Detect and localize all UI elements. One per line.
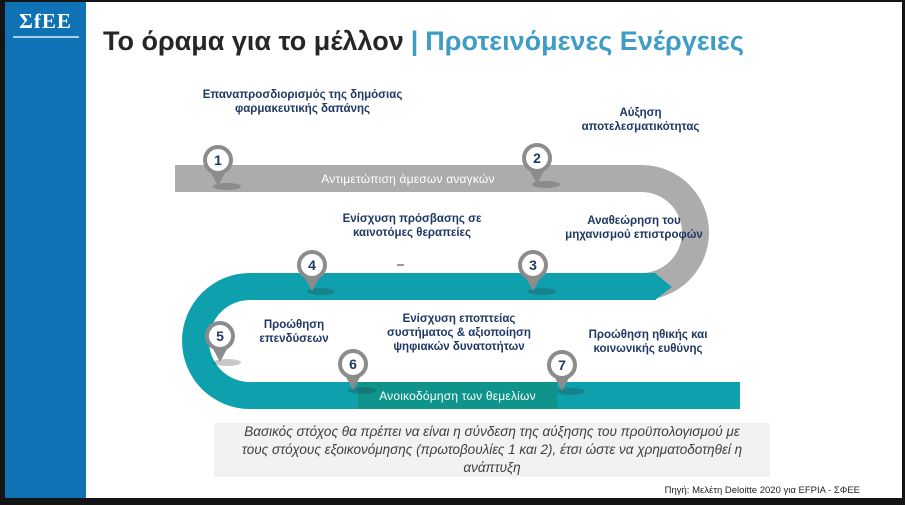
title-separator: | (410, 26, 419, 56)
frame-border-top (0, 0, 905, 2)
road-gray-band-label: Αντιμετώπιση άμεσων αναγκών (321, 171, 495, 186)
pin-tail-icon (530, 171, 544, 184)
pin-circle (518, 250, 548, 280)
pin-tail-icon (211, 173, 225, 186)
road-teal-band-label: Ανοικοδόμηση των θεμελίων (379, 388, 536, 403)
logo-text: ΣfΕΕ (19, 9, 72, 33)
pin-number: 4 (308, 257, 316, 273)
step-label-1: Επαναπροσδιορισμός της δημόσιας φαρμακευτικής δαπάνης (202, 89, 403, 116)
pin-number: 5 (216, 328, 224, 344)
pin-circle (297, 250, 327, 280)
sidebar (5, 2, 86, 498)
map-pin-7 (547, 350, 577, 391)
pin-tail-icon (555, 378, 569, 391)
map-pin-3 (518, 250, 548, 291)
pin-number: 3 (529, 257, 537, 273)
pin-tail-icon (305, 278, 319, 291)
map-pin-6 (338, 349, 368, 390)
pin-number: 7 (558, 357, 566, 373)
map-pin-2 (522, 143, 552, 184)
frame-border-bottom (0, 498, 905, 505)
pin-number: 6 (349, 356, 357, 372)
road-teal-arrow-tip (655, 273, 672, 300)
sfee-logo (5, 9, 86, 34)
source-citation: Πηγή: Μελέτη Deloitte 2020 για EFPIA - ΣΦΕΕ (664, 485, 860, 496)
step-label-7: Προώθηση ηθικής και κοινωνικής ευθύνης (588, 329, 708, 356)
title-main: Το όραμα για το μέλλον (103, 26, 404, 56)
map-pin-4 (297, 250, 327, 291)
pin-circle (203, 145, 233, 175)
road-bottom-band-highlight (358, 382, 557, 409)
step-label-6: Ενίσχυση εποπτείας συστήματος & αξιοποίηση ψηφιακών δυνατοτήτων (387, 313, 531, 354)
map-pin-1 (203, 145, 233, 186)
pin-tail-icon (346, 377, 360, 390)
pin-circle (522, 143, 552, 173)
small-dash-mark (397, 264, 404, 266)
key-message-note: Βασικός στόχος θα πρέπει να είναι η σύνδεση της αύξησης του προϋπολογισμού με τους στόχους εξοικονόμησης (πρωτοβουλίες 1 και 2), έτσι ώστε να χρηματοδοτηθεί η ανάπτυξη (214, 423, 770, 477)
step-label-4: Ενίσχυση πρόσβασης σε καινοτόμες θεραπείες (342, 213, 482, 240)
step-label-3: Αναθεώρηση του μηχανισμού επιστροφών (565, 215, 703, 242)
title-accent: Προτεινόμενες Ενέργειες (425, 26, 744, 56)
step-label-5: Προώθηση επενδύσεων (259, 319, 329, 346)
pin-number: 2 (533, 150, 541, 166)
map-pin-5 (205, 321, 235, 362)
logo-subtext-line (13, 36, 79, 38)
pin-circle (338, 349, 368, 379)
pin-tail-icon (526, 278, 540, 291)
frame-border-left (0, 0, 5, 505)
pin-circle (547, 350, 577, 380)
step-label-2: Αύξηση αποτελεσματικότητας (581, 107, 700, 134)
pin-number: 1 (214, 152, 222, 168)
page-title (103, 26, 744, 57)
road-gray-band (175, 165, 641, 192)
pin-circle (205, 321, 235, 351)
pin-tail-icon (213, 349, 227, 362)
